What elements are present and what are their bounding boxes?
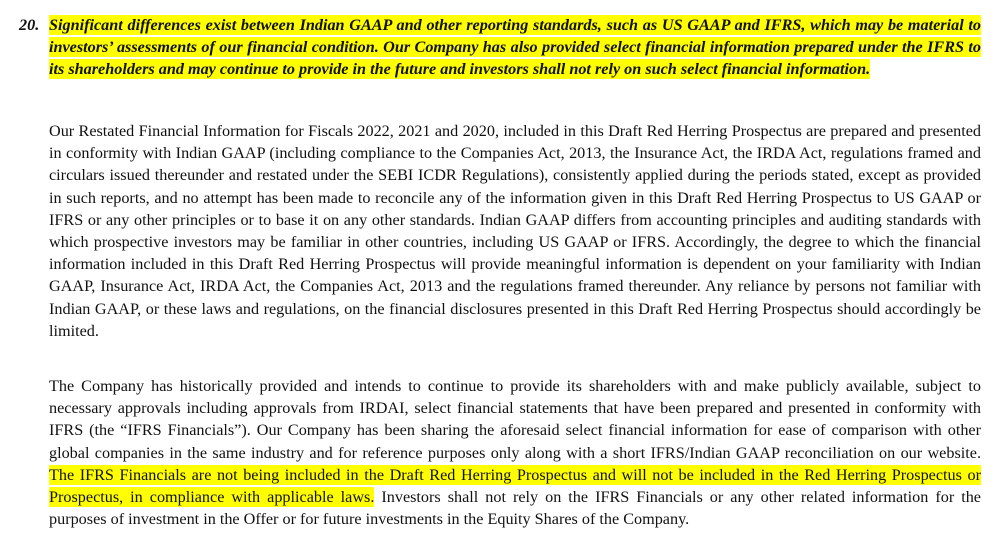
highlighted-ifrs-sentence: The IFRS Financials are not being included in the Draft Red Herring Prospectus and will not be included in the Red Herring Prospectus or Prospectus, in compliance with applicable laws. [49, 465, 981, 507]
paragraph-ifrs-text-before: The Company has historically provided and intends to continue to provide its shareholders with and make publicly available, subject to necessary approvals including approvals from IRDAI, select financial statements that have been prepared and presented in conformity with IFRS (the “IFRS Financials”). Our Company has been sharing the aforesaid select financial information for ease of comparison with other global companies in the same industry and for reference purposes only along with a short IFRS/Indian GAAP reconciliation on our website. [49, 377, 981, 462]
paragraph-ifrs-text-after: Investors shall not rely on the IFRS Financials or any other related information for the purposes of investment in the Offer or for future investments in the Equity Shares of the Company. [49, 488, 981, 529]
risk-factor-number: 20. [19, 16, 40, 34]
highlighted-heading-text: Significant differences exist between Indian GAAP and other reporting standards, such as US GAAP and IFRS, which may be material to investors’ assessments of our financial condition. Our Company has also provided select financial information prepared under the IFRS to its shareholders and may continue to provide in the future and investors shall not rely on such select financial information. [49, 16, 981, 78]
risk-factor-heading-text [49, 14, 981, 80]
risk-factor-heading [19, 14, 981, 80]
paragraph-indian-gaap: Our Restated Financial Information for Fiscals 2022, 2021 and 2020, included in this Draft Red Herring Prospectus are prepared and presented in conformity with Indian GAAP (including compliance to the Companies Act, 2013, the Insurance Act, the IRDA Act, regulations framed and circulars issued thereunder and restated under the SEBI ICDR Regulations), consistently applied during the periods stated, except as provided in such reports, and no attempt has been made to reconcile any of the information given in this Draft Red Herring Prospectus to US GAAP or IFRS or any other principles or to base it on any other standards. Indian GAAP differs from accounting principles and auditing standards with which prospective investors may be familiar in other countries, including US GAAP or IFRS. Accordingly, the degree to which the financial information included in this Draft Red Herring Prospectus will provide meaningful information is dependent on your familiarity with Indian GAAP, Insurance Act, IRDA Act, the Companies Act, 2013 and the regulations framed thereunder. Any reliance by persons not familiar with Indian GAAP, or these laws and regulations, on the financial disclosures presented in this Draft Red Herring Prospectus should accordingly be limited. [49, 122, 981, 340]
paragraph-ifrs-financials [49, 375, 981, 530]
